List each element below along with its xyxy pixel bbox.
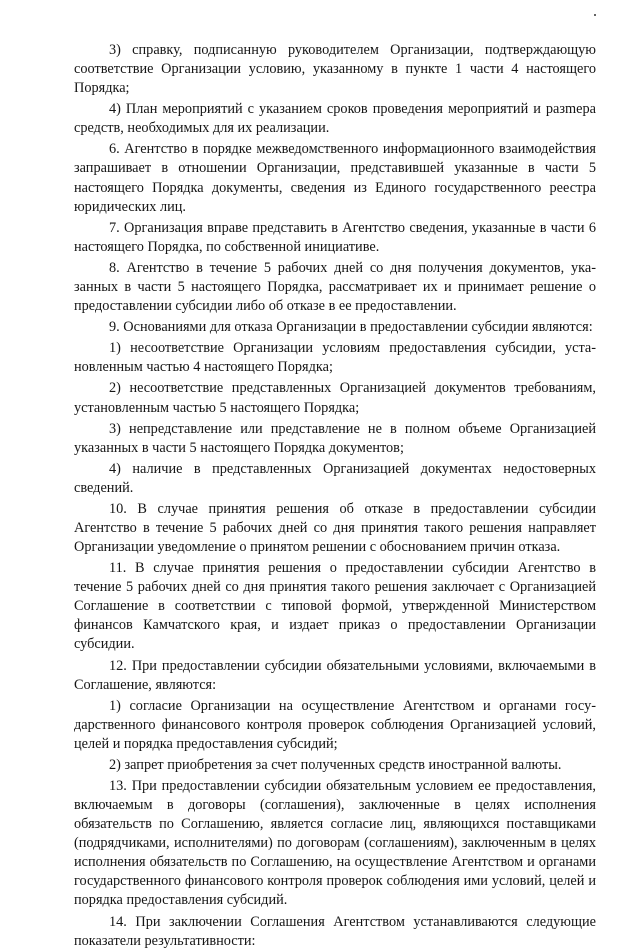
paragraph-12-mandatory-conditions: 12. При предоставлении субсидии обязательными условиями, включаемыми в Соглашение, являются:: [74, 657, 596, 693]
paragraph-6-interagency-request: 6. Агентство в порядке межведомственного информационного взаимодействия запрашивает в отношении Организации, представившей указанные в части 5 настоящего Порядка документы, сведения из Единого государственного реестра юридических лиц.: [74, 141, 596, 215]
paragraph-item-4-plan: 4) План мероприятий с указанием сроков проведения мероприятий и разmера средств, необходимых для их реализации.: [74, 101, 596, 137]
paragraph-9-refusal-grounds: 9. Основаниями для отказа Организации в предоставлении субсидии являются:: [109, 319, 593, 336]
paragraph-9-item-2: 2) несоответствие представленных Организацией документов требованиям, установленным частью 5 настоящего Порядка;: [74, 380, 596, 416]
paragraph-9-item-4: 4) наличие в представленных Организацией документах недостоверных сведений.: [74, 460, 596, 496]
paragraph-7-own-initiative: 7. Организация вправе представить в Агентство сведения, указанные в части 6 настоящего Порядка, по собственной инициативе.: [74, 219, 596, 255]
document-body: [74, 41, 596, 951]
paragraph-9-item-3: 3) непредставление или представление не в полном объеме Организацией указанных в части 5 настоящего Порядка документов;: [74, 420, 596, 456]
paragraph-10-refusal-notice: 10. В случае принятия решения об отказе в предоставлении субсидии Агентство в течение 5 рабочих дней со дня принятия такого решения направляет Организации уведомление о принятом решении с обоснованием причин отказа.: [74, 501, 596, 556]
paragraph-9-item-1: 1) несоответствие Организации условиям предоставления субсидии, установленным частью 4 настоящего Порядка;: [74, 340, 596, 376]
paragraph-item-3-certificate: 3) справку, подписанную руководителем Организации, подтверждающую соответствие Организации условию, указанному в пункте 1 части 4 настоящего Порядка;: [74, 42, 596, 97]
paragraph-8-review-period: 8. Агентство в течение 5 рабочих дней со дня получения документов, указанных в части 5 настоящего Порядка, рассматривает их и принимает решение о предоставлении субсидии либо об отказе в ее предоставлении.: [74, 259, 596, 314]
scan-artifact-dot: [594, 14, 596, 16]
paragraph-12-item-1: 1) согласие Организации на осуществление Агентством и органами государственного финансового контроля проверок соблюдения Организацией условий, целей и порядка предоставления субсидий;: [74, 697, 596, 752]
paragraph-12-item-2: 2) запрет приобретения за счет полученных средств иностранной валюты.: [109, 757, 562, 773]
paragraph-13-contractor-consent: 13. При предоставлении субсидии обязательным условием ее предоставления, включаемым в договоры (соглашения), заключенные в целях исполнения обязательств по Соглашению, является согласие лиц, являющихся поставщиками (подрядчиками, исполнителями) по договорам (соглашениям), заключенным в целях исполнения обязательств по Соглашению, на осуществление Агентством и органами государственного финансового контроля проверок соблюдения ими условий, целей и порядка предоставления субсидий.: [74, 778, 596, 909]
paragraph-11-agreement: 11. В случае принятия решения о предоставлении субсидии Агентство в течение 5 рабочих дней со дня принятия такого решения заключает с Организацией Соглашение в соответствии с типовой формой, утвержденной Министерством финансов Камчатского края, и издает приказ о предоставлении Организации субсидии.: [74, 560, 596, 653]
paragraph-14-performance-indicators: 14. При заключении Соглашения Агентством устанавливаются следующие показатели результативности:: [74, 913, 596, 949]
